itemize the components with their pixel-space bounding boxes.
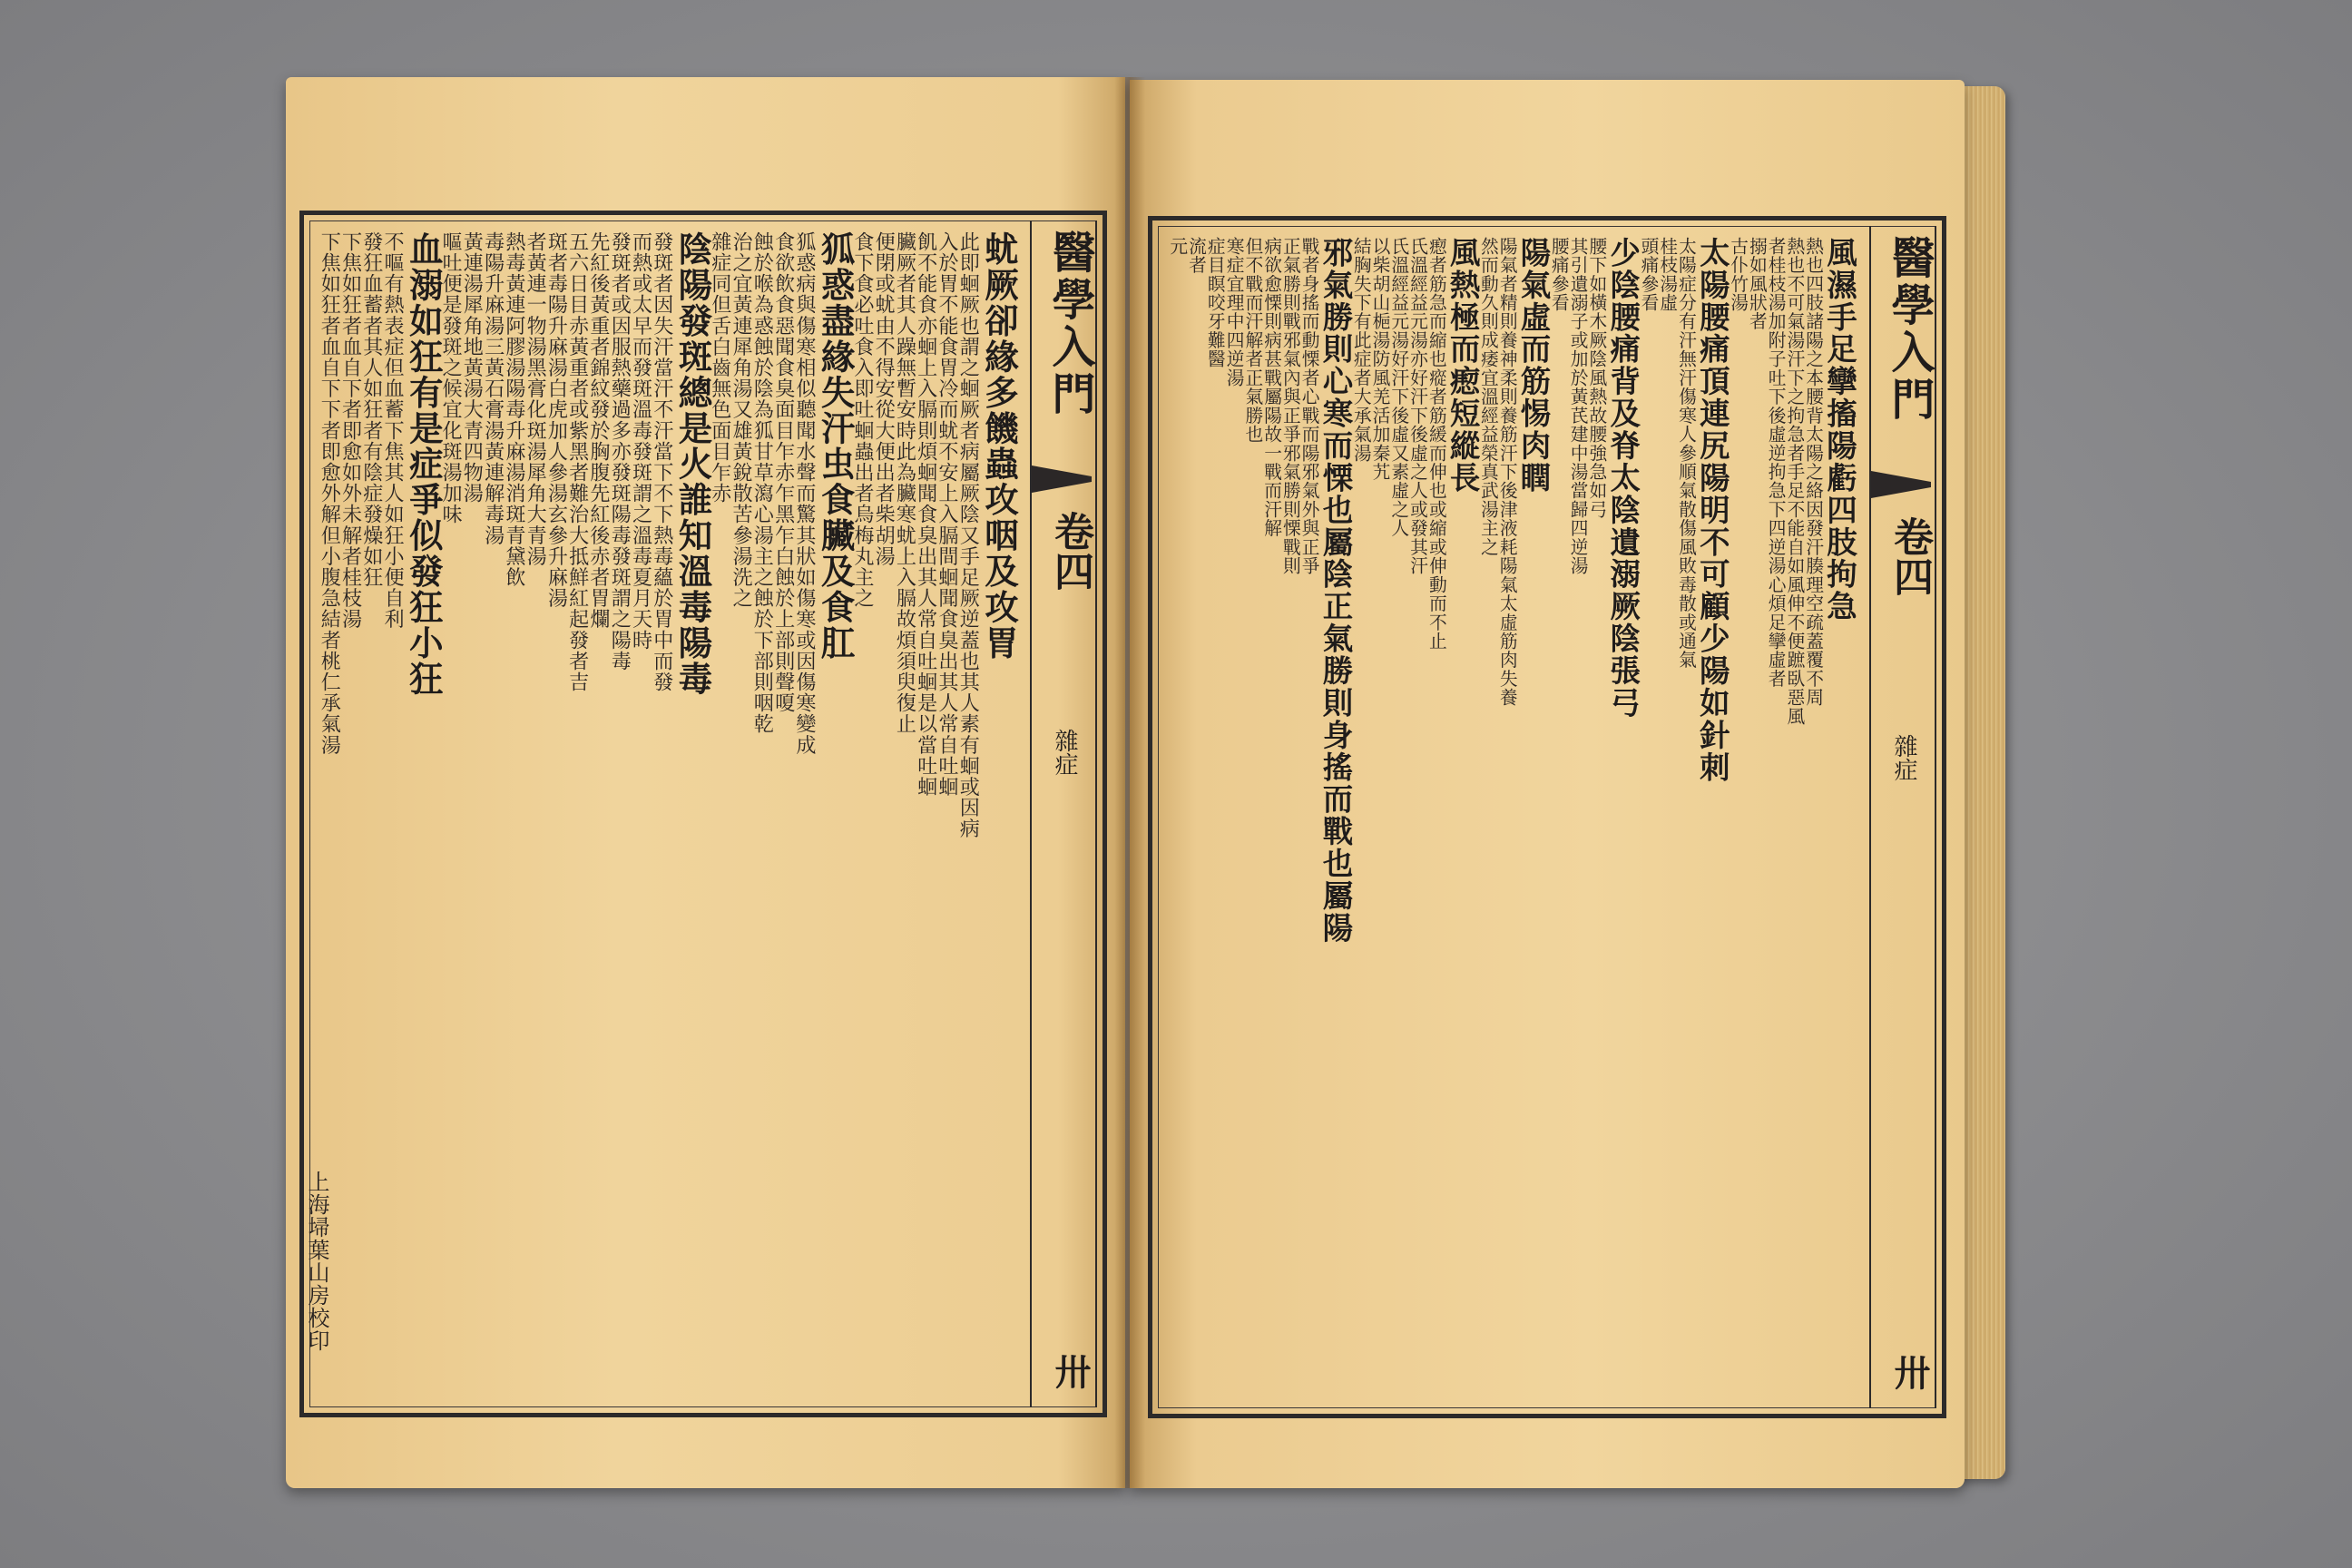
left-text-column: 陰陽發斑總是火誰知溫毒陽毒 — [672, 231, 713, 697]
left-text-column: 飢不能食亦蛔上入膈則煩蛔聞食臭出其人常自吐蛔是以當吐蛔 — [914, 231, 938, 798]
right-text-column: 瘛者筋急而縮也瘲者筋緩而伸也或縮或伸動而不止 — [1426, 237, 1447, 651]
right-text-column: 戰者身搖而動慄者心戰而陽邪氣外與正爭 — [1298, 237, 1320, 575]
left-text-column: 食欲飲食惡聞食臭面目乍赤乍黑乍白蝕於上部則聲嗄 — [771, 231, 796, 714]
left-text-column: 黃連湯犀角地黃湯大青四物湯 — [460, 231, 485, 505]
left-text-column: 下焦如狂者血自下下者即愈外解但小腹急結者桃仁承氣湯 — [318, 231, 342, 756]
right-text-column: 桂枝湯虛 — [1656, 237, 1678, 312]
left-text-column: 嘔吐便是發斑之候宜化斑湯加味 — [439, 231, 464, 525]
left-text-column: 食下食必吐食入即吐蛔蟲出者烏梅丸主之 — [850, 231, 875, 609]
left-text-column: 便閉或蚘由不得安從大便出者柴胡湯 — [872, 231, 897, 567]
right-fish-tail-mark — [1871, 471, 1931, 498]
right-text-column: 熱也不可氣湯汗下之拘急者手足不能自如風伸不便蹠臥惡風 — [1783, 237, 1805, 726]
left-text-column: 者黃連一物湯黑膏化斑湯犀角大青湯 — [524, 231, 548, 567]
book-gutter — [1114, 77, 1145, 1488]
right-text-column: 太陽症分有汗無汗傷寒人參順氣散傷風敗毒散或通氣 — [1675, 237, 1697, 670]
right-text-column: 元 — [1166, 237, 1188, 256]
right-text-column: 陽氣虛而筋惕肉瞤 — [1515, 237, 1552, 495]
left-text-column: 發狂血蓄者其人如狂者有陰症發燥如狂 — [359, 231, 384, 588]
left-text-column: 斑者毒陽升麻湯白虎加人參湯玄參升麻湯 — [544, 231, 569, 609]
left-text-column: 狐惑盡緣失汗虫食臟及食肛 — [815, 231, 856, 662]
right-section: 雜症 — [1890, 734, 1917, 781]
left-text-column: 蚘厥卻緣多饑蟲攻咽及攻胃 — [978, 231, 1019, 662]
left-text-column: 臟厥者其人躁無暫安時此為臟寒蚘上入膈故煩須臾復止 — [893, 231, 917, 735]
left-text-column: 此即蛔厥也謂之蛔厥者病屬厥陰又手足厥逆蓋也其人素有蛔或因病 — [956, 231, 981, 839]
right-book-title: 醫學入門 — [1884, 235, 1935, 424]
right-text-column: 邪氣勝則心寒而慄也屬陰正氣勝則身搖而戰也屬陽 — [1318, 237, 1354, 945]
right-text-column: 病欲愈慄則病甚戰屬陽故一戰而汗解 — [1260, 237, 1282, 538]
right-text-column: 但不戰而汗解者正氣勝也 — [1241, 237, 1263, 444]
left-text-column: 治之宜黃連犀角湯又雄黃銳散苦參湯洗之 — [730, 231, 754, 609]
left-text-column: 狐惑病與傷寒相似聽聞水聲而驚其狀如傷寒或因傷寒變成 — [792, 231, 817, 756]
right-text-column: 流者 — [1185, 237, 1207, 275]
right-text-column: 風熱極而瘛短縱長 — [1445, 237, 1481, 495]
right-text-frame — [1148, 216, 1946, 1418]
publisher-imprint: 上海埽葉山房校印 — [304, 1171, 329, 1352]
right-text-column: 然而動久則成痿宜溫經益榮真武湯主之 — [1477, 237, 1499, 557]
left-text-column: 先紅後黃重者錦紋發於胸腹先紅後赤者胃爛 — [586, 231, 611, 630]
left-text-column: 雜症同但舌白齒無色面目乍赤 — [708, 231, 732, 505]
left-book-title: 醫學入門 — [1044, 230, 1095, 418]
right-text-column: 古仆竹湯 — [1727, 237, 1749, 312]
left-text-column: 發斑者因失汗當汗不汗當下不下熱毒蘊於胃中而發 — [650, 231, 674, 693]
left-section: 雜症 — [1051, 729, 1078, 776]
left-text-column: 發斑者或因服熱藥過多亦發斑陽毒發斑謂之陽毒 — [608, 231, 632, 672]
left-text-column: 五六日目赤黃重者或紫黑者難治大抵鮮紅起發者吉 — [565, 231, 590, 693]
right-text-column: 寒症宜理中四逆湯 — [1223, 237, 1245, 387]
right-text-column: 腰下如橫木厥陰風熱故腰強急如弓 — [1585, 237, 1607, 519]
right-folio: 卅 — [1888, 1354, 1931, 1390]
right-text-column: 症目瞑咬牙難醫 — [1204, 237, 1226, 369]
left-text-column: 而熱或太早而發斑溫毒發斑謂之溫毒夏月天時 — [629, 231, 653, 651]
left-text-column: 毒陽升麻湯三黃石膏湯黃連解毒湯 — [481, 231, 505, 546]
left-text-column: 熱毒黃連阿膠湯陽毒升麻湯消斑青黛飲 — [502, 231, 526, 588]
right-text-column: 搦如風狀者 — [1746, 237, 1768, 331]
right-text-column: 氏溫經益元湯亦好汗下後虛之人或發其汗 — [1406, 237, 1428, 575]
left-volume: 卷四 — [1047, 511, 1093, 591]
right-text-column: 其引遺溺子或加於黃芪建中湯當歸四逆湯 — [1567, 237, 1589, 575]
left-text-column: 血溺如狂有是症爭似發狂小狂 — [403, 231, 444, 697]
right-text-column: 氏溫經益元湯好汗下後虛又素虛之人 — [1387, 237, 1409, 538]
right-volume: 卷四 — [1886, 516, 1933, 596]
right-text-column: 風濕手足攣搐陽虧四肢拘急 — [1821, 237, 1857, 623]
right-text-column: 熱也四肢諸陽之本腰背太陽之絡因發汗腠理空疏蓋覆不周 — [1802, 237, 1824, 707]
right-text-column: 太陽腰痛頂連尻陽明不可顧少陽如針刺 — [1694, 237, 1730, 784]
right-text-column: 少陰腰痛背及脊太陰遺溺厥陰張弓 — [1605, 237, 1642, 720]
right-text-column: 正氣勝則戰邪氣內與正爭邪氣勝則慄戰則 — [1279, 237, 1301, 575]
right-text-column: 以柴胡山梔湯防風羌活加秦艽 — [1369, 237, 1390, 482]
right-text-column: 頭痛參看 — [1637, 237, 1659, 312]
right-text-column: 腰痛參看 — [1548, 237, 1570, 312]
right-text-column: 陽氣者精則養神柔則養筋汗下後津液耗陽氣太虛筋肉失養 — [1496, 237, 1518, 707]
left-banner — [1030, 220, 1097, 1407]
left-text-column: 蝕於喉為惑蝕於陰為狐甘草瀉心湯主之蝕於下部則咽乾 — [750, 231, 775, 735]
left-folio: 卅 — [1049, 1353, 1092, 1389]
right-text-column: 者桂枝湯加附子吐下後虛逆拘急下四逆湯心煩足攣虛者 — [1765, 237, 1787, 689]
left-text-column: 下焦如狂者血自下者即愈如外未解者桂枝湯 — [338, 231, 363, 630]
left-text-frame — [299, 211, 1107, 1417]
left-text-column: 入於胃不能食胃冷而蚘不安上入膈間蛔聞食臭出其人常自吐蛔 — [935, 231, 959, 798]
left-fish-tail-mark — [1032, 466, 1092, 493]
right-text-column: 結胸失下有此症者大承氣湯 — [1350, 237, 1372, 463]
right-banner — [1869, 226, 1936, 1408]
left-text-column: 不嘔有熱表症但血蓄下焦其人如狂小便自利 — [381, 231, 406, 630]
